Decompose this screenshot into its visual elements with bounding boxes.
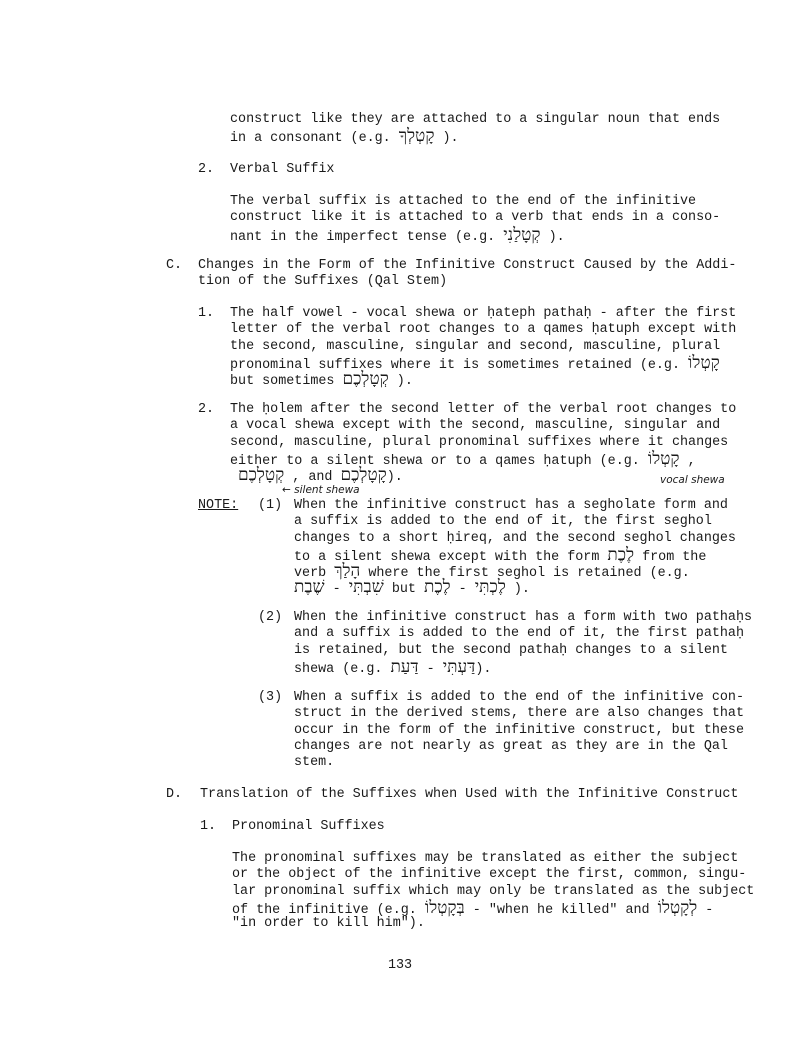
- text-line: changes to a short ḥireq, and the second seghol changes: [294, 530, 736, 546]
- text-fragment: -: [450, 582, 475, 598]
- hebrew-word: קְטָלְכֶם: [342, 369, 389, 390]
- text-line: [230, 369, 736, 390]
- note-1-paragraph: [294, 498, 736, 599]
- text-fragment: -: [418, 661, 443, 677]
- section-d-heading: Translation of the Suffixes when Used with the Infinitive Construct: [200, 787, 739, 802]
- text-fragment: but sometimes: [230, 374, 343, 390]
- text-fragment: -: [324, 582, 349, 598]
- text-line: construct like they are attached to a singular noun that ends: [230, 112, 721, 127]
- hebrew-word: לֶכֶת: [607, 544, 635, 565]
- text-line: [230, 126, 720, 147]
- hebrew-word: קְטָלַנִי: [503, 224, 541, 245]
- text-line: is retained, but the second pathaḥ changes to a silent: [294, 642, 728, 658]
- hebrew-word: דַּעְתִּי: [442, 656, 476, 677]
- note-number: (3): [258, 690, 283, 705]
- text-line: a vocal shewa except with the second, masculine, singular and: [230, 418, 721, 434]
- text-fragment: in a consonant (e.g.: [230, 131, 399, 147]
- text-line: The verbal suffix is attached to the end of the infinitive: [230, 194, 697, 209]
- hebrew-word: קָטְלוֹ: [647, 448, 680, 469]
- text-fragment: verb: [294, 566, 335, 582]
- text-fragment: ).: [386, 470, 403, 486]
- text-line: [230, 352, 736, 373]
- text-line: second, masculine, plural pronominal suffixes where it changes: [230, 434, 729, 450]
- text-line: [232, 897, 754, 918]
- hebrew-word: בְּקָטְלוֹ: [424, 897, 465, 918]
- text-line: changes are not nearly as great as they are in the Qal: [294, 738, 728, 754]
- item-number: 2.: [198, 162, 215, 177]
- item-number: 2.: [198, 402, 215, 417]
- handwritten-annotation: vocal shewa: [660, 474, 725, 486]
- text-fragment: ,: [679, 453, 696, 469]
- text-line: [294, 544, 736, 565]
- section-c-heading: [198, 258, 736, 291]
- text-line: occur in the form of the infinitive construct, but these: [294, 722, 744, 738]
- text-fragment: of the infinitive (e.g.: [232, 902, 425, 918]
- text-fragment: from the: [634, 549, 707, 565]
- text-fragment: ).: [540, 229, 565, 245]
- text-line: [230, 448, 736, 469]
- text-line: lar pronominal suffix which may only be translated as the subject: [232, 883, 755, 899]
- text-line: the second, masculine, singular and second, masculine, plural: [230, 338, 721, 354]
- text-line: Changes in the Form of the Infinitive Construct Caused by the Addi-: [198, 258, 737, 273]
- item-number: 1.: [200, 819, 217, 834]
- text-fragment: ).: [505, 582, 530, 598]
- text-line: stem.: [294, 755, 335, 771]
- text-fragment: to a silent shewa except with the form: [294, 549, 608, 565]
- text-fragment: , and: [284, 470, 341, 486]
- note-number: (1): [258, 498, 283, 513]
- text-fragment: shewa (e.g.: [294, 661, 391, 677]
- hebrew-word: קָטָלְכֶם: [340, 465, 387, 486]
- text-line: When a suffix is added to the end of the infinitive con-: [294, 690, 744, 705]
- text-line: [230, 224, 720, 245]
- text-line: The ḥolem after the second letter of the verbal root changes to: [230, 402, 737, 417]
- hebrew-word: שֶׁבֶת: [294, 577, 325, 598]
- c2-paragraph: [230, 402, 737, 486]
- section-letter: D.: [166, 787, 183, 802]
- hebrew-word: הָלַךְ: [334, 561, 361, 582]
- handwritten-annotation: ← silent shewa: [282, 484, 360, 496]
- text-fragment: where the first seghol is retained (e.g.: [360, 566, 690, 582]
- text-line: and a suffix is added to the end of it, the first pathaḥ: [294, 626, 744, 642]
- text-line: letter of the verbal root changes to a qames ḥatuph except with: [230, 322, 737, 338]
- hebrew-word: לְקָטְלוֹ: [657, 897, 698, 918]
- text-fragment: either to a silent shewa or to a qames ḥatuph (e.g.: [230, 453, 648, 469]
- text-fragment: nant in the imperfect tense (e.g.: [230, 229, 504, 245]
- hebrew-word: לֶכְתִּי: [474, 577, 506, 598]
- section-letter: C.: [166, 258, 183, 273]
- hebrew-word: שִׁבְתִּי: [348, 577, 384, 598]
- text-fragment: - "when he killed" and: [464, 902, 658, 918]
- text-line: [294, 579, 736, 599]
- item-number: 1.: [198, 306, 215, 321]
- text-line: struct in the derived stems, there are also changes that: [294, 706, 744, 722]
- hebrew-word: לֶכֶת: [423, 577, 451, 598]
- note-3-paragraph: [294, 690, 744, 771]
- text-fragment: -: [697, 902, 714, 918]
- text-line: "in order to kill him").: [232, 916, 425, 932]
- text-line: construct like it is attached to a verb that ends in a conso-: [230, 210, 721, 226]
- text-line: [294, 656, 752, 677]
- pronominal-suffixes-heading: Pronominal Suffixes: [232, 819, 385, 834]
- hebrew-word: דַּעַת: [390, 656, 419, 677]
- text-line: When the infinitive construct has a form with two pathaḥs: [294, 610, 753, 625]
- text-line: a suffix is added to the end of it, the first seghol: [294, 514, 712, 530]
- text-fragment: ).: [434, 131, 459, 147]
- text-line: The pronominal suffixes may be translated as either the subject: [232, 851, 739, 866]
- text-fragment: ).: [475, 661, 492, 677]
- page-number: 133: [387, 958, 413, 973]
- note-label: NOTE:: [198, 498, 239, 513]
- text-line: tion of the Suffixes (Qal Stem): [198, 274, 448, 290]
- text-fragment: but: [383, 582, 424, 598]
- text-line: The half vowel - vocal shewa or ḥateph pathaḥ - after the first: [230, 306, 737, 321]
- note-number: (2): [258, 610, 283, 625]
- c1-paragraph: [230, 306, 737, 390]
- intro-paragraph: [230, 112, 720, 145]
- note-2-paragraph: [294, 610, 752, 675]
- text-fragment: pronominal suffixes where it is sometimes retained (e.g.: [230, 357, 689, 373]
- hebrew-word: קָטְלְךָ: [398, 126, 435, 147]
- text-line: When the infinitive construct has a segholate form and: [294, 498, 728, 513]
- text-line: or the object of the infinitive except the first, common, singu-: [232, 867, 747, 883]
- text-fragment: ).: [388, 374, 413, 390]
- d1-paragraph: [232, 851, 754, 932]
- hebrew-word: קְטָלְכֶם: [238, 465, 285, 486]
- verbal-suffix-paragraph: [230, 194, 720, 243]
- hebrew-word: קָטְלוֹ: [688, 352, 720, 373]
- verbal-suffix-heading: Verbal Suffix: [230, 162, 335, 177]
